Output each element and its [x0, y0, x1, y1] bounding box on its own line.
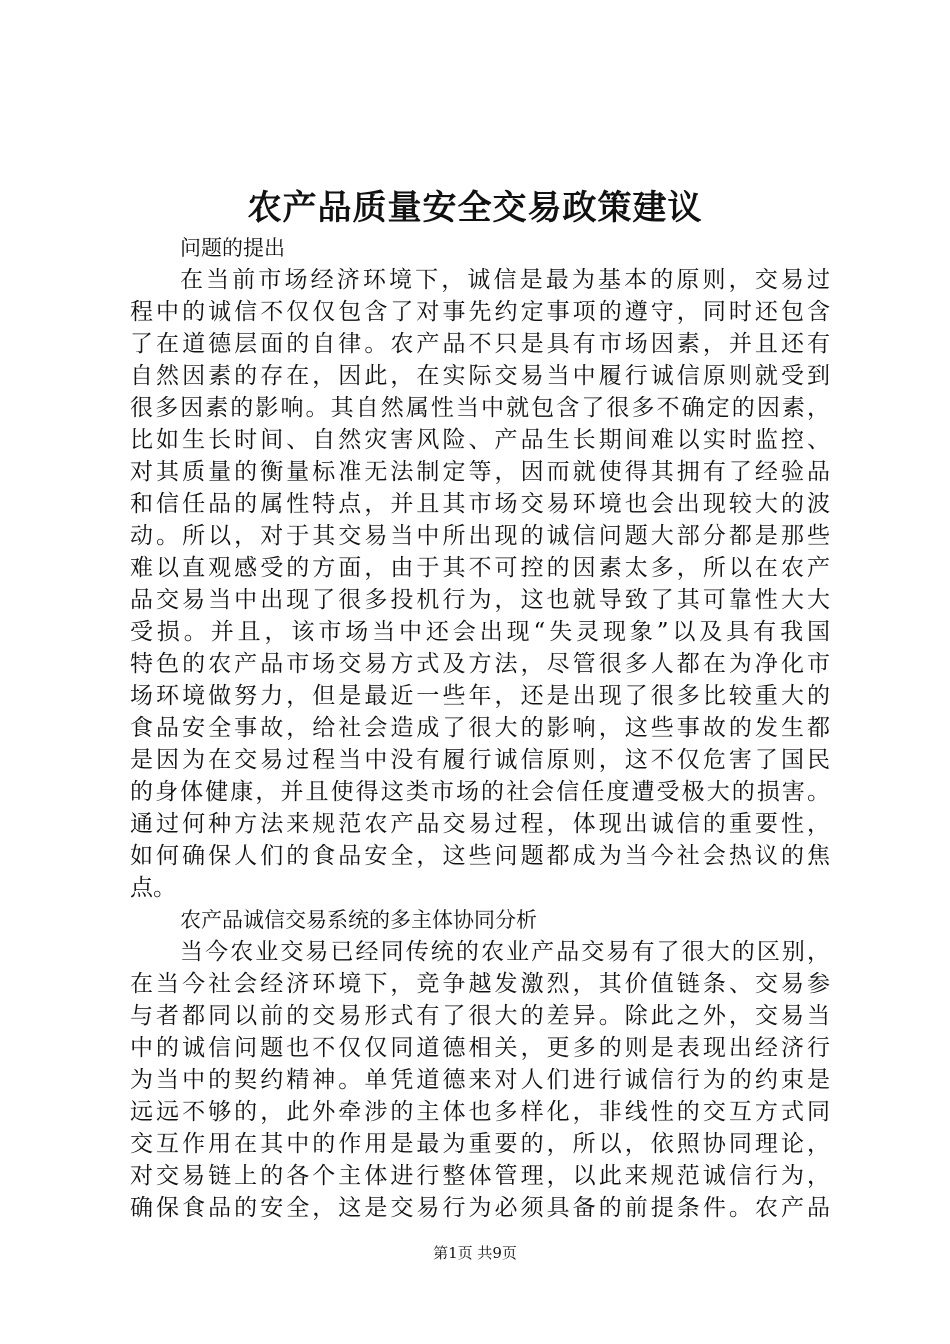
section-heading: 问题的提出	[180, 236, 285, 260]
text-line: 了在道德层面的自律。农产品不只是具有市场因素，并且还有	[130, 331, 830, 357]
text-line: 中的诚信问题也不仅仅同道德相关，更多的则是表现出经济行	[130, 1035, 830, 1061]
text-line: 受损。并且，该市场当中还会出现“失灵现象”以及具有我国	[130, 619, 830, 645]
text-line: 比如生长时间、自然灾害风险、产品生长期间难以实时监控、	[130, 427, 830, 453]
paragraph	[130, 936, 830, 1224]
text-line: 和信任品的属性特点，并且其市场交易环境也会出现较大的波	[130, 491, 830, 517]
text-line: 是因为在交易过程当中没有履行诚信原则，这不仅危害了国民	[130, 747, 830, 773]
text-line: 对交易链上的各个主体进行整体管理，以此来规范诚信行为，	[130, 1163, 830, 1189]
page-footer: 第1页 共9页	[433, 1244, 517, 1262]
text-line: 交互作用在其中的作用是最为重要的，所以，依照协同理论，	[130, 1131, 830, 1157]
text-line: 很多因素的影响。其自然属性当中就包含了很多不确定的因素，	[130, 395, 830, 421]
text-line: 通过何种方法来规范农产品交易过程，体现出诚信的重要性，	[130, 811, 830, 837]
text-line: 难以直观感受的方面，由于其不可控的因素太多，所以在农产	[130, 555, 830, 581]
text-line: 特色的农产品市场交易方式及方法，尽管很多人都在为净化市	[130, 651, 830, 677]
text-line: 的身体健康，并且使得这类市场的社会信任度遭受极大的损害。	[130, 779, 830, 805]
text-line: 对其质量的衡量标准无法制定等，因而就使得其拥有了经验品	[130, 459, 830, 485]
paragraph	[130, 264, 830, 904]
text-line: 食品安全事故，给社会造成了很大的影响，这些事故的发生都	[130, 715, 830, 741]
text-line: 在当前市场经济环境下，诚信是最为基本的原则，交易过	[180, 267, 830, 293]
text-line: 品交易当中出现了很多投机行为，这也就导致了其可靠性大大	[130, 587, 830, 613]
text-line: 动。所以，对于其交易当中所出现的诚信问题大部分都是那些	[130, 523, 830, 549]
text-line: 自然因素的存在，因此，在实际交易当中履行诚信原则就受到	[130, 363, 830, 389]
text-line: 当今农业交易已经同传统的农业产品交易有了很大的区别，	[180, 939, 830, 965]
document-body	[130, 232, 830, 1224]
text-line: 点。	[130, 875, 176, 901]
text-line: 与者都同以前的交易形式有了很大的差异。除此之外，交易当	[130, 1003, 830, 1029]
text-line: 远远不够的，此外牵涉的主体也多样化，非线性的交互方式同	[130, 1099, 830, 1125]
text-line: 场环境做努力，但是最近一些年，还是出现了很多比较重大的	[130, 683, 830, 709]
text-line: 确保食品的安全，这是交易行为必须具备的前提条件。农产品	[130, 1195, 830, 1221]
section-heading: 农产品诚信交易系统的多主体协同分析	[180, 908, 537, 932]
text-line: 在当今社会经济环境下，竞争越发激烈，其价值链条、交易参	[130, 971, 830, 997]
text-line: 如何确保人们的食品安全，这些问题都成为当今社会热议的焦	[130, 843, 830, 869]
document-title: 农产品质量安全交易政策建议	[247, 188, 703, 228]
text-line: 为当中的契约精神。单凭道德来对人们进行诚信行为的约束是	[130, 1067, 830, 1093]
text-line: 程中的诚信不仅仅包含了对事先约定事项的遵守，同时还包含	[130, 299, 830, 325]
